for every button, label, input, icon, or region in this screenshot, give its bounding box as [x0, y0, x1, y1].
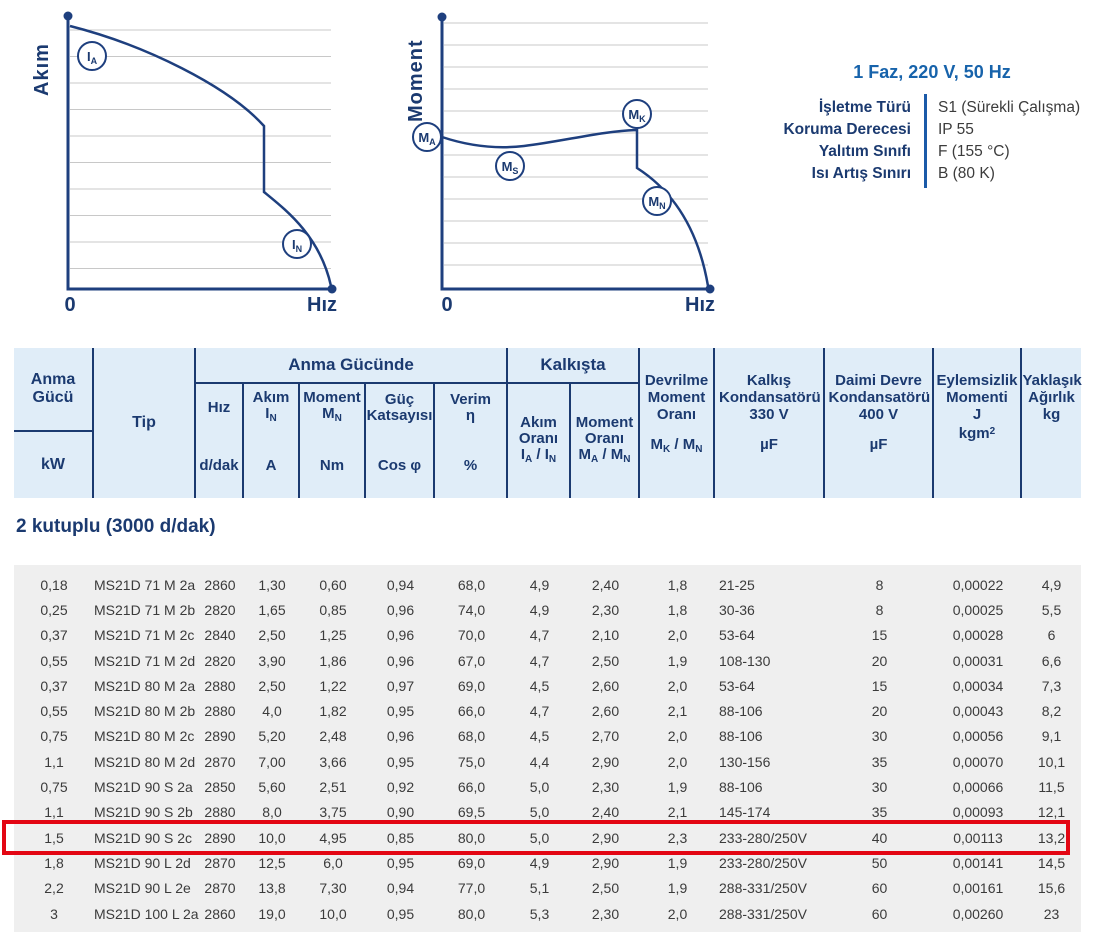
table-cell: 88-106	[719, 779, 763, 796]
header-hiz-unit: d/dak	[199, 456, 239, 474]
table-cell: 0,96	[386, 601, 415, 618]
table-cell: 5,60	[258, 779, 286, 796]
header-yaklasik-unit: kg	[1042, 406, 1061, 423]
table-cell: 53-64	[719, 677, 755, 694]
table-cell: 2880	[204, 677, 236, 694]
current-speed-chart	[31, 12, 337, 317]
table-cell: 0,75	[40, 779, 68, 796]
table-cell: 8	[875, 601, 884, 618]
table-cell: 2,90	[591, 753, 620, 770]
table-cell: 0,00070	[952, 753, 1004, 770]
table-cell: 2,0	[667, 905, 688, 922]
spec-divider	[924, 94, 927, 188]
table-cell: 0,55	[40, 703, 68, 720]
table-cell: 2870	[204, 880, 236, 897]
header-akim-unit: A	[265, 456, 277, 474]
table-cell: 233-280/250V	[719, 854, 807, 871]
table-cell: 10,0	[258, 829, 286, 846]
table-cell: 0,55	[40, 652, 68, 669]
table-cell: 3,90	[258, 652, 286, 669]
table-cell: 0,85	[319, 601, 347, 618]
table-cell: 12,1	[1037, 804, 1066, 821]
table-cell: 4,4	[529, 753, 550, 770]
table-cell: 0,94	[386, 880, 415, 897]
header-verim: Verim η %	[435, 384, 508, 498]
table-cell: 0,90	[386, 804, 415, 821]
table-cell: 5,0	[529, 779, 550, 796]
table-cell: 1,9	[667, 652, 688, 669]
table-cell: 8,2	[1041, 703, 1062, 720]
table-cell: 2,51	[319, 779, 347, 796]
table-cell: 0,25	[40, 601, 68, 618]
table-cell: 80,0	[457, 905, 486, 922]
table-cell: 1,82	[319, 703, 347, 720]
table-cell: 2880	[204, 804, 236, 821]
table-cell: 0,60	[319, 576, 347, 593]
performance-charts	[0, 0, 740, 325]
table-cell: 2,50	[258, 677, 286, 694]
table-cell: 4,0	[262, 703, 282, 720]
table-cell: 69,0	[457, 677, 486, 694]
table-cell: 1,25	[319, 627, 347, 644]
table-cell: 0,95	[386, 703, 415, 720]
table-cell: 1,5	[44, 829, 64, 846]
table-cell: 5,20	[258, 728, 286, 745]
table-cell: MS21D 80 M 2c	[94, 728, 195, 745]
table-cell: 2880	[204, 703, 236, 720]
table-cell: 2,50	[258, 627, 286, 644]
table-cell: 0,92	[386, 779, 415, 796]
table-cell: 0,00093	[952, 804, 1004, 821]
table-row	[14, 901, 1081, 926]
header-akim: Akım $I_N$ A	[244, 384, 300, 498]
table-cell: 0,00161	[952, 880, 1004, 897]
table-cell: MS21D 90 S 2c	[94, 829, 193, 846]
table-cell: 1,9	[667, 854, 688, 871]
table-cell: 5,3	[529, 905, 550, 922]
table-cell: 50	[871, 854, 888, 871]
table-cell: 30	[871, 779, 888, 796]
table-row	[14, 623, 1081, 648]
table-cell: 23	[1043, 905, 1060, 922]
table-cell: 2,30	[591, 601, 620, 618]
spec-panel-title: 1 Faz, 220 V, 50 Hz	[853, 62, 1011, 82]
table-cell: 1,86	[319, 652, 347, 669]
header-guc-katsayisi: Güç Katsayısı Cos φ	[366, 384, 435, 498]
table-cell: 2890	[204, 728, 236, 745]
table-cell: 2890	[204, 829, 236, 846]
table-cell: 1,9	[667, 880, 688, 897]
torque-y-axis-label: Moment	[405, 39, 427, 122]
table-cell: 1,65	[258, 601, 286, 618]
table-cell: 2850	[204, 779, 236, 796]
header-moment-orani: Moment Oranı $M_A / M_N$	[571, 384, 640, 498]
table-cell: 2,90	[591, 829, 620, 846]
table-cell: 2,0	[667, 627, 688, 644]
spec-label: Isı Artış Sınırı	[811, 165, 911, 182]
header-kalkis-kondansatoru: Kalkış Kondansatörü 330 V µF	[715, 348, 825, 498]
table-cell: 9,1	[1041, 728, 1062, 745]
torque-x-axis-label: Hız	[685, 294, 715, 316]
table-cell: 6	[1047, 627, 1056, 644]
table-cell: 68,0	[457, 576, 486, 593]
current-origin-label: 0	[64, 294, 76, 316]
header-eylemsizlik: Eylemsizlik Momenti J kgm$^2$	[934, 348, 1022, 498]
table-row	[14, 648, 1081, 673]
table-cell: 67,0	[457, 652, 486, 669]
table-cell: 2,48	[319, 728, 347, 745]
table-cell: MS21D 71 M 2c	[94, 627, 195, 644]
table-cell: 69,0	[457, 854, 486, 871]
header-moment-unit: Nm	[319, 456, 345, 474]
table-cell: 0,18	[40, 576, 68, 593]
table-cell: 15	[871, 627, 888, 644]
spec-panel	[778, 62, 1086, 185]
table-cell: 2,0	[667, 677, 688, 694]
table-cell: 2,3	[667, 829, 688, 846]
table-cell: 2840	[204, 627, 236, 644]
table-cell: 4,7	[529, 703, 550, 720]
table-cell: 0,37	[40, 627, 68, 644]
table-cell: 88-106	[719, 703, 763, 720]
torque-chart-gridlines	[444, 23, 708, 265]
table-cell: MS21D 100 L 2a	[94, 905, 199, 922]
table-cell: 0,95	[386, 854, 415, 871]
table-row	[14, 597, 1081, 622]
table-cell: 2,60	[591, 703, 620, 720]
table-cell: 0,00022	[952, 576, 1004, 593]
table-cell: 6,6	[1041, 652, 1062, 669]
table-cell: 13,2	[1037, 829, 1066, 846]
axis-top-dot	[64, 12, 73, 21]
table-row	[14, 850, 1081, 875]
table-cell: 14,5	[1037, 854, 1066, 871]
table-cell: 10,0	[319, 905, 347, 922]
table-cell: 70,0	[457, 627, 486, 644]
table-cell: 30-36	[719, 601, 755, 618]
table-cell: 75,0	[457, 753, 486, 770]
header-verim-unit: %	[463, 456, 478, 474]
spec-value: IP 55	[938, 121, 974, 138]
header-anma-gucu: Anma Gücü	[14, 348, 94, 432]
table-cell: 2860	[204, 576, 236, 593]
table-cell: 74,0	[457, 601, 486, 618]
table-cell: 2,0	[667, 753, 688, 770]
header-yaklasik-agirlik: Yaklaşık Ağırlık kg	[1022, 372, 1082, 423]
table-cell: 2,1	[667, 703, 688, 720]
table-cell: 35	[871, 804, 888, 821]
table-row	[14, 774, 1081, 799]
table-row	[14, 673, 1081, 698]
table-cell: 0,96	[386, 652, 415, 669]
spec-value: F (155 °C)	[938, 143, 1010, 160]
header-devrilme: Devrilme Moment Oranı $M_K / M_N$	[640, 348, 715, 498]
table-cell: 19,0	[258, 905, 286, 922]
table-cell: 2,60	[591, 677, 620, 694]
spec-label: İşletme Türü	[818, 99, 911, 116]
table-cell: 4,95	[319, 829, 347, 846]
table-cell: MS21D 80 M 2b	[94, 703, 196, 720]
table-cell: 2,2	[44, 880, 64, 897]
table-cell: MS21D 71 M 2d	[94, 652, 196, 669]
point-mn-label: MN	[648, 194, 666, 211]
table-cell: 0,00141	[952, 854, 1004, 871]
table-cell: 4,5	[529, 677, 550, 694]
table-cell: MS21D 90 L 2e	[94, 880, 191, 897]
table-cell: 0,00260	[952, 905, 1004, 922]
table-cell: 2,40	[591, 804, 620, 821]
spec-value: B (80 K)	[938, 165, 995, 182]
table-cell: 1,9	[667, 779, 688, 796]
table-cell: 4,9	[529, 854, 550, 871]
torque-origin-label: 0	[441, 294, 453, 316]
table-cell: MS21D 90 S 2a	[94, 779, 193, 796]
table-cell: 2820	[204, 652, 236, 669]
table-row	[14, 749, 1081, 774]
table-cell: 35	[871, 753, 888, 770]
table-cell: 288-331/250V	[719, 905, 807, 922]
table-cell: 0,00028	[952, 627, 1004, 644]
table-cell: 0,95	[386, 753, 415, 770]
header-hiz: Hız d/dak	[196, 384, 244, 498]
spec-label: Koruma Derecesi	[783, 121, 911, 138]
table-cell: 108-130	[719, 652, 771, 669]
table-cell: 4,9	[529, 601, 550, 618]
table-cell: 288-331/250V	[719, 880, 807, 897]
header-daimi-kondansatoru: Daimi Devre Kondansatörü 400 V µF	[825, 348, 934, 498]
table-cell: MS21D 90 L 2d	[94, 854, 191, 871]
table-cell: 15	[871, 677, 888, 694]
table-cell: 0,00113	[953, 829, 1003, 846]
table-cell: 145-174	[719, 804, 771, 821]
table-cell: 88-106	[719, 728, 763, 745]
table-cell: 6,0	[323, 854, 343, 871]
table-row-highlighted	[14, 825, 1081, 850]
table-cell: 1,8	[667, 576, 688, 593]
table-cell: 2,90	[591, 854, 620, 871]
table-cell: 2870	[204, 753, 236, 770]
table-cell: MS21D 80 M 2a	[94, 677, 196, 694]
axis-end-dot	[328, 285, 337, 294]
point-mk-label: MK	[628, 107, 646, 124]
table-cell: 0,00066	[952, 779, 1004, 796]
header-kalkis-kond-unit: µF	[760, 436, 778, 453]
table-row	[14, 698, 1081, 723]
table-cell: 10,1	[1037, 753, 1066, 770]
table-cell: 0,00056	[952, 728, 1004, 745]
table-cell: 5,0	[529, 829, 550, 846]
table-cell: 69,5	[457, 804, 486, 821]
table-cell: 77,0	[457, 880, 486, 897]
table-cell: MS21D 80 M 2d	[94, 753, 196, 770]
current-y-axis-label: Akım	[31, 43, 53, 96]
table-cell: 130-156	[719, 753, 771, 770]
header-akim-orani: Akım Oranı $I_A / I_N$	[508, 384, 571, 498]
table-cell: 3,66	[319, 753, 347, 770]
table-cell: 5,5	[1041, 601, 1062, 618]
table-cell: 4,5	[529, 728, 550, 745]
table-cell: 4,7	[529, 652, 550, 669]
table-cell: 0,94	[386, 576, 415, 593]
table-cell: 1,1	[44, 804, 64, 821]
header-group-anma-gucunde: Anma Gücünde	[196, 348, 508, 384]
table-cell: 4,9	[529, 576, 550, 593]
table-cell: 66,0	[457, 779, 486, 796]
table-cell: MS21D 71 M 2a	[94, 576, 196, 593]
header-moment: Moment $M_N$ Nm	[300, 384, 366, 498]
table-cell: 1,30	[258, 576, 286, 593]
table-header	[14, 348, 1081, 498]
table-cell: 7,30	[319, 880, 347, 897]
table-cell: 8	[875, 576, 884, 593]
table-cell: 11,5	[1038, 779, 1065, 796]
table-cell: 1,1	[44, 753, 64, 770]
table-cell: 2860	[204, 905, 236, 922]
torque-speed-chart	[405, 13, 715, 317]
table-cell: 68,0	[457, 728, 486, 745]
table-cell: 0,96	[386, 728, 415, 745]
header-tip: Tip	[94, 348, 196, 498]
header-group-kalkista: Kalkışta	[508, 348, 640, 384]
table-cell: 0,85	[386, 829, 415, 846]
table-cell: 0,75	[40, 728, 68, 745]
table-cell: 20	[871, 652, 888, 669]
table-cell: 7,3	[1041, 677, 1062, 694]
table-cell: 0,00025	[952, 601, 1004, 618]
table-cell: 2,50	[591, 880, 620, 897]
table-row	[14, 724, 1081, 749]
table-cell: 2,1	[667, 804, 688, 821]
table-cell: 3	[50, 905, 58, 922]
table-row	[14, 800, 1081, 825]
spec-rows	[778, 97, 1086, 185]
table-cell: 2870	[204, 854, 236, 871]
header-daimi-kond-unit: µF	[869, 436, 888, 453]
table-cell: 3,75	[319, 804, 347, 821]
table-row	[14, 876, 1081, 901]
table-cell: 8,0	[262, 804, 282, 821]
spec-value: S1 (Sürekli Çalışma)	[938, 99, 1081, 116]
table-cell: 233-280/250V	[719, 829, 807, 846]
table-cell: 0,00034	[952, 677, 1004, 694]
table-cell: 1,22	[319, 677, 347, 694]
table-cell: 2,30	[591, 905, 620, 922]
table-cell: 0,97	[386, 677, 415, 694]
table-cell: 1,8	[667, 601, 688, 618]
table-cell: 15,6	[1037, 880, 1066, 897]
point-ms-label: MS	[501, 159, 519, 176]
table-cell: 4,9	[1041, 576, 1062, 593]
header-guc-unit: Cos φ	[377, 456, 422, 474]
current-x-axis-label: Hız	[307, 294, 337, 316]
table-cell: 4,7	[529, 627, 550, 644]
table-cell: 2,30	[591, 779, 620, 796]
table-cell: 2820	[204, 601, 236, 618]
spec-label: Yalıtım Sınıfı	[818, 143, 911, 160]
table-cell: MS21D 71 M 2b	[94, 601, 196, 618]
axis-top-dot	[438, 13, 447, 22]
table-cell: 7,00	[258, 753, 286, 770]
table-cell: 53-64	[719, 627, 755, 644]
table-cell: MS21D 90 S 2b	[94, 804, 193, 821]
point-ma-label: MA	[418, 130, 436, 147]
point-ia-label: IA	[86, 49, 98, 66]
table-cell: 0,00031	[952, 652, 1004, 669]
table-cell: 0,95	[386, 905, 415, 922]
torque-chart-axes	[442, 17, 712, 289]
table-cell: 2,70	[591, 728, 620, 745]
table-cell: 60	[871, 905, 888, 922]
header-kw-unit: kW	[14, 432, 94, 498]
table-row	[14, 572, 1081, 597]
section-title: 2 kutuplu (3000 d/dak)	[16, 516, 216, 537]
table-cell: 0,00043	[952, 703, 1004, 720]
table-cell: 2,10	[591, 627, 620, 644]
table-cell: 1,8	[44, 854, 64, 871]
table-cell: 30	[871, 728, 888, 745]
data-table	[14, 565, 1081, 932]
table-cell: 40	[871, 829, 888, 846]
table-cell: 12,5	[258, 854, 286, 871]
table-cell: 2,0	[667, 728, 688, 745]
table-cell: 80,0	[457, 829, 486, 846]
table-cell: 2,40	[591, 576, 620, 593]
table-cell: 2,50	[591, 652, 620, 669]
table-cell: 5,1	[529, 880, 550, 897]
table-cell: 0,37	[40, 677, 68, 694]
table-cell: 5,0	[529, 804, 550, 821]
table-cell: 21-25	[719, 576, 755, 593]
table-cell: 66,0	[457, 703, 486, 720]
table-cell: 20	[871, 703, 888, 720]
table-cell: 13,8	[258, 880, 286, 897]
table-cell: 0,96	[386, 627, 415, 644]
table-cell: 60	[871, 880, 888, 897]
point-in-label: IN	[291, 237, 303, 254]
